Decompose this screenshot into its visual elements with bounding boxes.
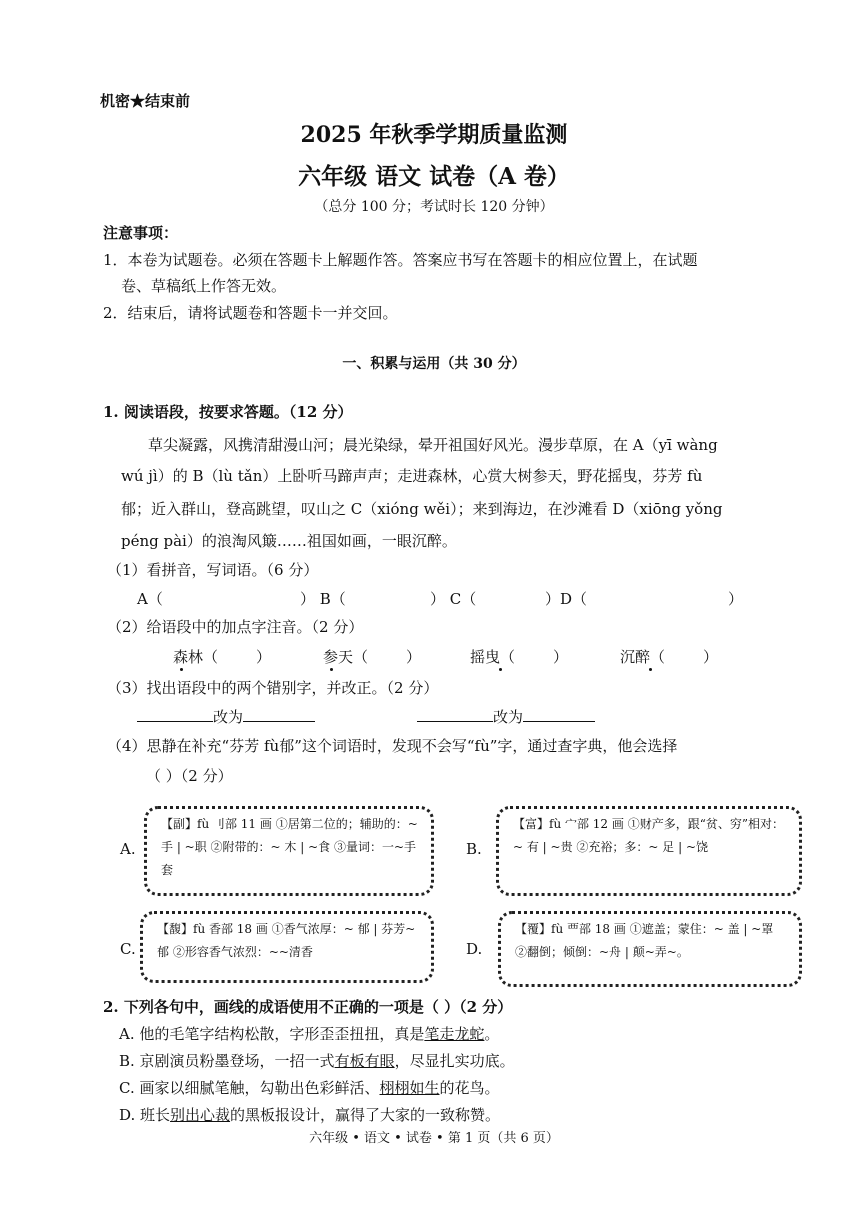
notice-item-2: 2．结束后，请将试题卷和答题卡一并交回。 [103, 304, 398, 322]
dotted-char: 森 [173, 648, 189, 666]
passage-line: 草尖凝露，风携清甜漫山河；晨光染绿，晕开祖国好风光。漫步草原，在 A（yī wàng [148, 436, 718, 454]
option-a-box[interactable]: 【副】fù 刂部 11 画 ①居第二位的；辅助的：~ 手 | ~职 ②附带的：~ 木 | ~食 ③量词：一~手套 [144, 806, 434, 896]
sub-question-4: （4）思静在补充“芬芳 fù郁”这个词语时，发现不会写“fù”字，通过查字典，他会选择 [107, 737, 678, 755]
underlined-idiom: 笔走龙蛇 [424, 1025, 485, 1043]
question-2-stem: 2. 下列各句中，画线的成语使用不正确的一项是（ ）（2 分） [103, 998, 513, 1016]
option-d-box[interactable]: 【覆】fù 覀部 18 画 ①遮盖；蒙住：~ 盖 | ~罩 ②翻倒；倾倒：~舟 | 颠~弄~。 [498, 911, 802, 987]
choice-c[interactable]: C. 画家以细腻笔触，勾勒出色彩鲜活、栩栩如生的花鸟。 [119, 1079, 500, 1097]
underlined-idiom: 栩栩如生 [379, 1079, 440, 1097]
option-b-label: B. [466, 840, 482, 858]
choice-a[interactable]: A. 他的毛笔字结构松散，字形歪歪扭扭，真是笔走龙蛇。 [119, 1025, 500, 1043]
correction-row-2[interactable]: 改为 [417, 706, 595, 727]
correction-row-1[interactable]: 改为 [137, 706, 315, 727]
pinyin-item[interactable]: 摇曳（ ） [470, 648, 569, 666]
question-1-stem: 1. 阅读语段，按要求答题。（12 分） [103, 403, 353, 421]
underlined-idiom: 有板有眼 [334, 1052, 395, 1070]
dotted-char: 醉（ [635, 648, 666, 666]
pinyin-item[interactable]: 森林（ ） [173, 648, 272, 666]
exam-subtitle: 六年级 语文 试卷（A 卷） [298, 163, 570, 190]
answer-blank-d-end: ） [728, 590, 744, 608]
notice-heading: 注意事项： [103, 224, 179, 242]
passage-line: 郁；近入群山，登高跳望，叹山之 C（xióng wěi）；来到海边，在沙滩看 D（xiōng yǒng [121, 500, 723, 518]
section-heading: 一、积累与运用（共 30 分） [342, 356, 526, 372]
page-footer: 六年级 • 语文 • 试卷 • 第 1 页（共 6 页） [309, 1131, 559, 1146]
answer-blank-b[interactable]: ） B（ [300, 590, 346, 608]
pinyin-item[interactable]: 参天（ ） [323, 648, 422, 666]
choice-b[interactable]: B. 京剧演员粉墨登场，一招一式有板有眼，尽显扎实功底。 [119, 1052, 515, 1070]
exam-title: 2025 年秋季学期质量监测 [300, 122, 568, 148]
score-info: （总分 100 分；考试时长 120 分钟） [314, 199, 554, 215]
option-b-box[interactable]: 【富】fù 宀部 12 画 ①财产多，跟“贫、穷”相对：~ 有 | ~贵 ②充裕；多：~ 足 | ~饶 [496, 806, 802, 896]
sub-question-1: （1）看拼音，写词语。（6 分） [107, 561, 319, 579]
passage-line: wú jì）的 B（lù tǎn）上卧听马蹄声声；走进森林，心赏大树参天，野花摇曳，芬芳 fù [121, 467, 703, 485]
sub-question-3: （3）找出语段中的两个错别字，并改正。（2 分） [107, 679, 439, 697]
notice-item-1-cont: 卷、草稿纸上作答无效。 [121, 277, 287, 295]
answer-blank-a[interactable]: A（ [137, 590, 163, 608]
underlined-idiom: 别出心裁 [170, 1106, 231, 1124]
choice-d[interactable]: D. 班长别出心裁的黑板报设计，赢得了大家的一致称赞。 [119, 1106, 501, 1124]
answer-blank-d[interactable]: ）D（ [545, 590, 588, 608]
answer-blank-c[interactable]: ） C（ [430, 590, 477, 608]
notice-item-1: 1．本卷为试题卷。必须在答题卡上解题作答。答案应书写在答题卡的相应位置上，在试题 [103, 251, 698, 269]
option-c-label: C. [120, 940, 136, 958]
dotted-char: 曳（ [485, 648, 516, 666]
option-d-label: D. [466, 940, 483, 958]
dotted-char: 参 [323, 648, 339, 666]
sub-question-4-answer[interactable]: （ ）（2 分） [146, 767, 233, 785]
passage-line: péng pài）的浪淘风簸……祖国如画，一眼沉醉。 [121, 532, 457, 550]
confidential-mark: 机密★结束前 [100, 92, 191, 110]
sub-question-2: （2）给语段中的加点字注音。（2 分） [107, 618, 364, 636]
pinyin-item[interactable]: 沉醉（ ） [620, 648, 719, 666]
option-a-label: A. [120, 840, 136, 858]
option-c-box[interactable]: 【馥】fù 香部 18 画 ①香气浓厚：~ 郁 | 芬芳~郁 ②形容香气浓烈：~~清香 [140, 911, 434, 983]
